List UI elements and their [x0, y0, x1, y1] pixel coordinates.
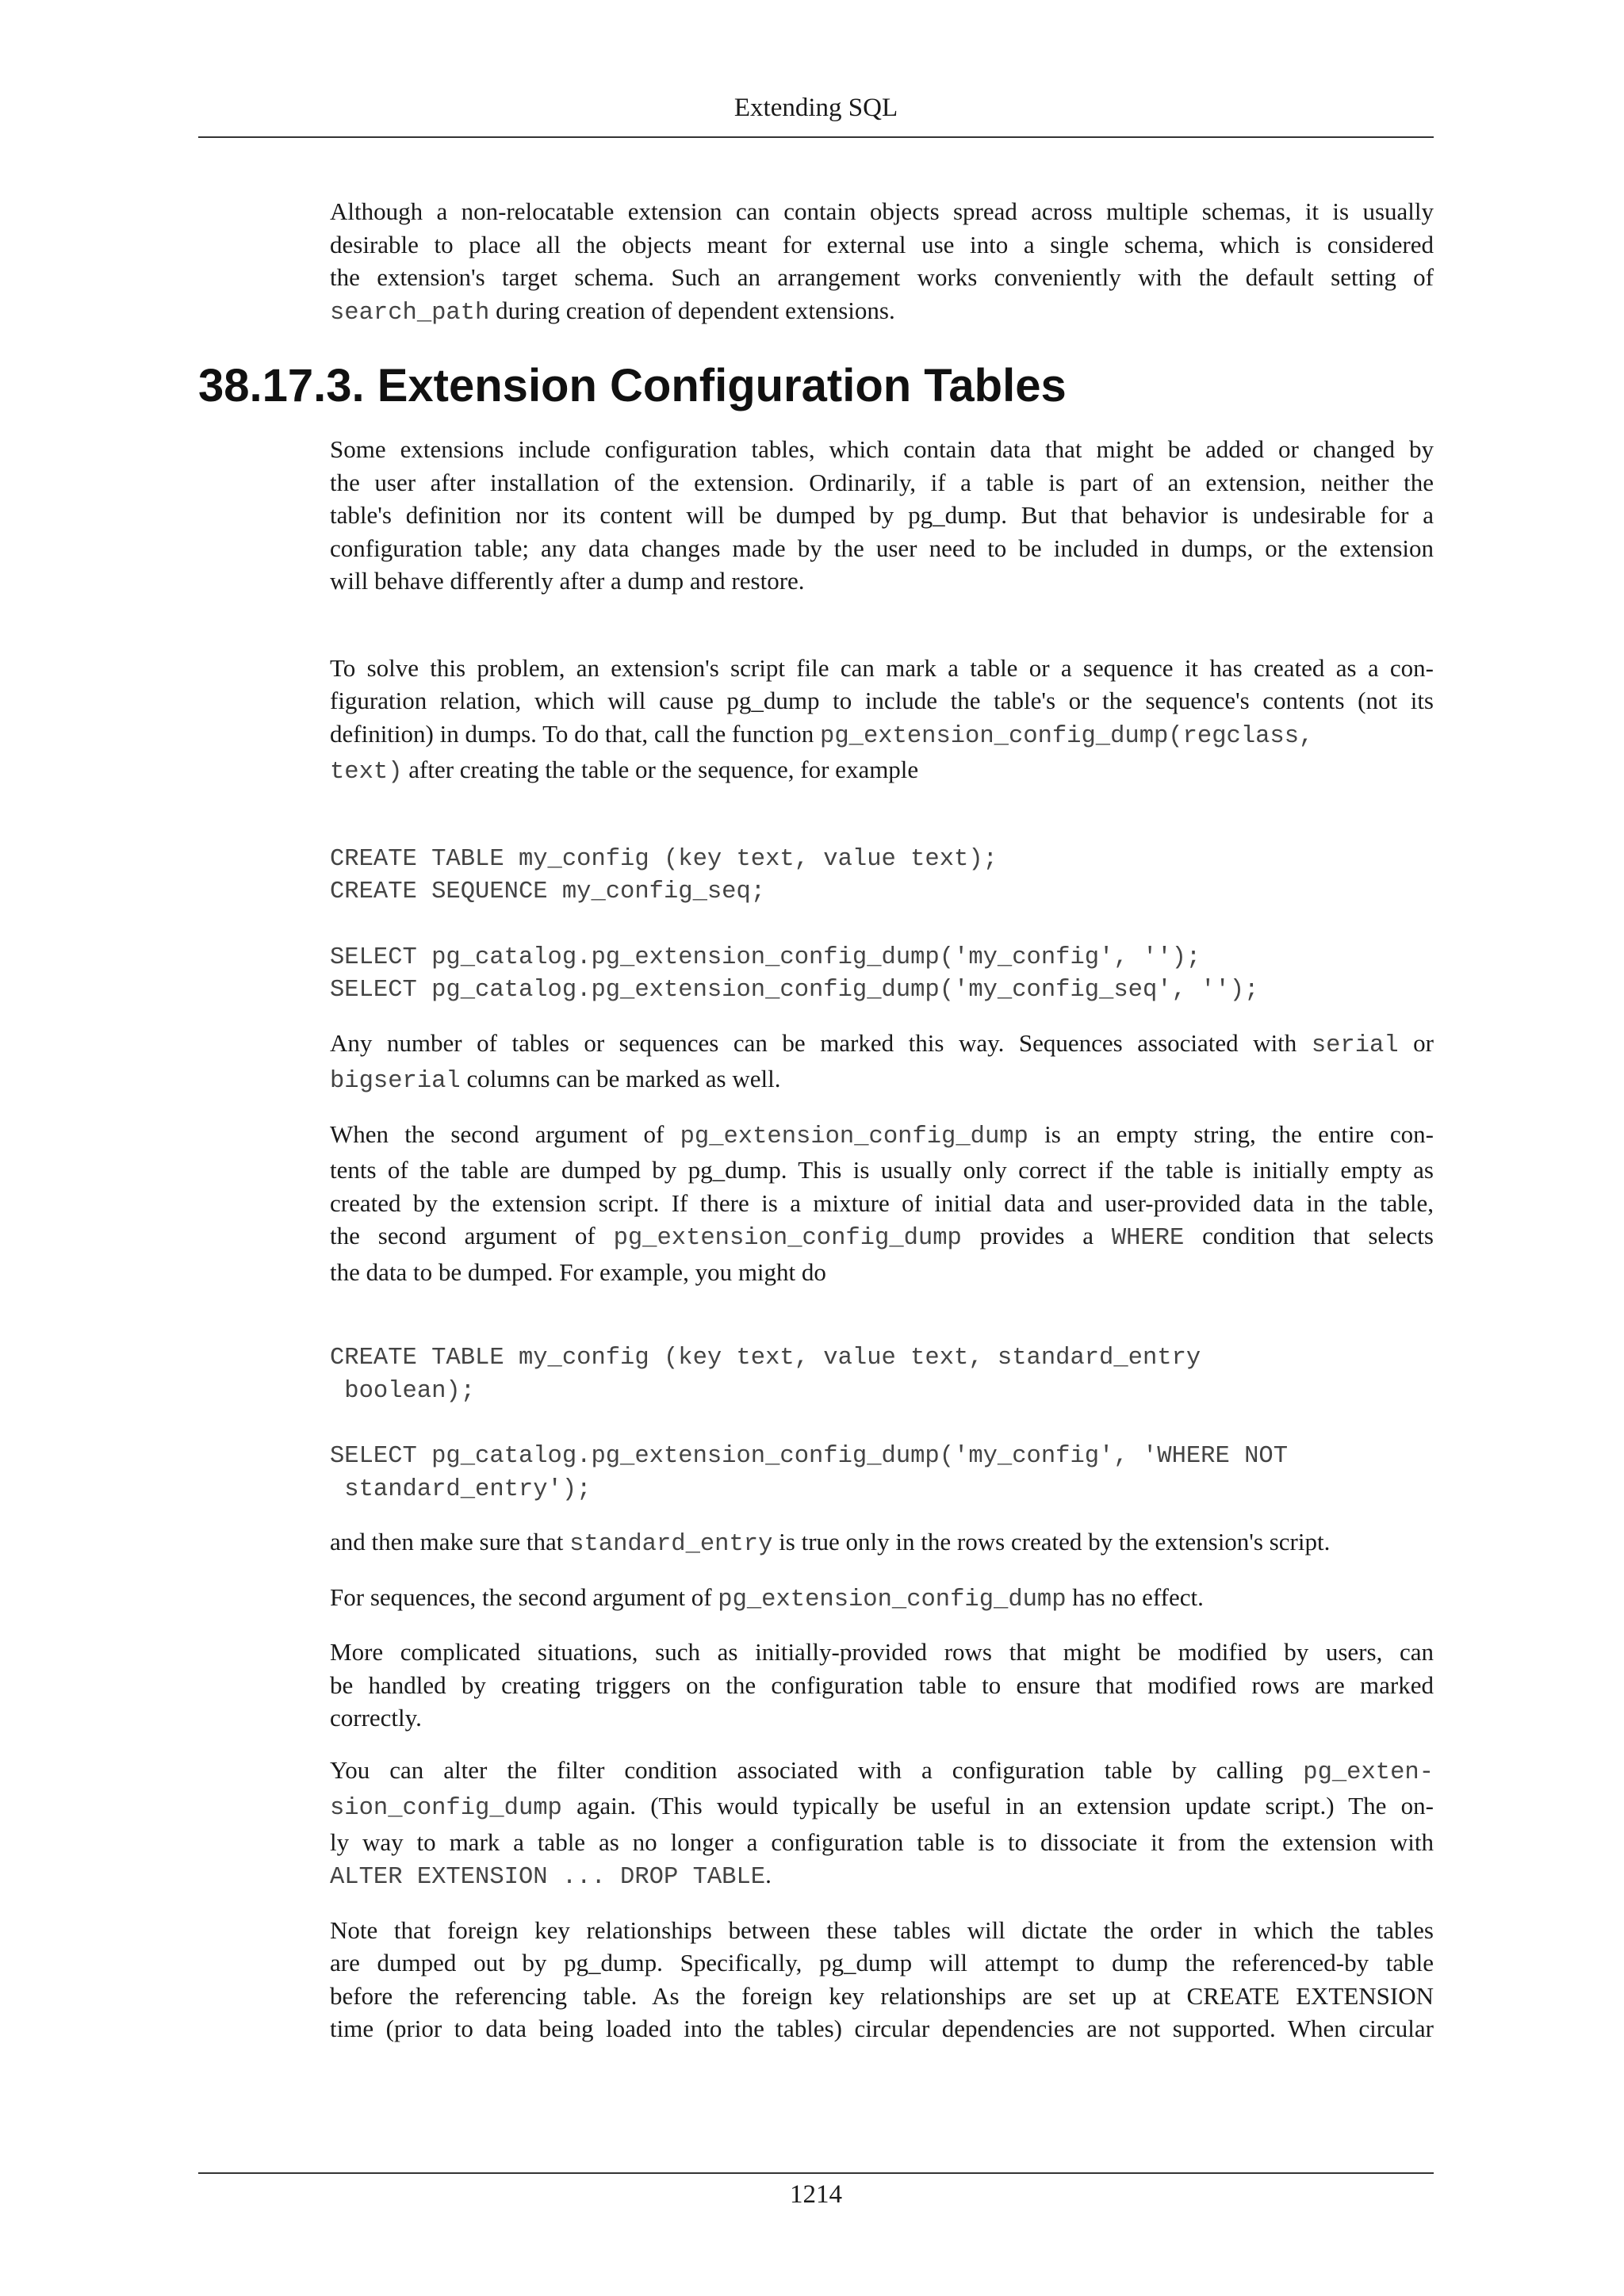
inline-code: standard_entry	[569, 1531, 773, 1558]
line: the user after installation of the extension. Ordinarily, if a table is part of an extension, neither the	[330, 468, 1434, 496]
code-line: CREATE SEQUENCE my_config_seq;	[330, 878, 766, 905]
line	[330, 718, 1434, 754]
header-rule	[198, 136, 1434, 138]
line: Note that foreign key relationships between these tables will dictate the order in which the tables	[330, 1915, 1434, 1944]
line-text: condition that selects	[1184, 1222, 1434, 1249]
line	[330, 1219, 1434, 1256]
line: tents of the table are dumped by pg_dump. This is usually only correct if the table is initially empty as	[330, 1156, 1434, 1184]
line-text: Any number of tables or sequences can be marked this way. Sequences associated with	[330, 1028, 1312, 1057]
inline-code: text)	[330, 759, 403, 786]
line	[330, 1754, 1434, 1790]
line-text: provides a	[961, 1222, 1112, 1249]
inline-code: ALTER EXTENSION ... DROP TABLE	[330, 1864, 766, 1891]
line: Some extensions include configuration tables, which contain data that might be added or changed by	[330, 435, 1434, 463]
line	[330, 1858, 1434, 1895]
line-text: after creating the table or the sequence, for example	[402, 756, 919, 783]
line-text: is an empty string, the entire con-	[1028, 1119, 1434, 1148]
line	[330, 1062, 1434, 1099]
code-line: standard_entry');	[330, 1475, 592, 1503]
line: are dumped out by pg_dump. Specifically, pg_dump will attempt to dump the referenced-by table	[330, 1949, 1434, 1976]
inline-code: search_path	[330, 299, 490, 327]
line: ly way to mark a table as no longer a configuration table is to dissociate it from the extension with	[330, 1827, 1434, 1856]
line: the data to be dumped. For example, you might do	[330, 1257, 826, 1286]
inline-code: pg_exten-	[1303, 1758, 1434, 1786]
line: table's definition nor its content will be dumped by pg_dump. But that behavior is undesirable for a	[330, 501, 1434, 529]
code-block-standard-entry	[330, 1342, 1434, 1506]
document-body	[198, 195, 1434, 2045]
line	[330, 294, 1434, 331]
line-text: again. (This would typically be useful in an extension update script.) The on-	[561, 1792, 1434, 1820]
paragraph-sequences	[330, 1581, 1434, 1617]
line	[330, 1027, 1434, 1063]
code-line: boolean);	[330, 1377, 476, 1405]
line: created by the extension script. If there is a mixture of initial data and user-provided data in the table,	[330, 1188, 1434, 1217]
line	[330, 1118, 1434, 1154]
line-text: during creation of dependent extensions.	[489, 296, 895, 324]
inline-code: sion_config_dump	[330, 1795, 562, 1822]
paragraph-number-of-tables	[330, 1027, 1434, 1099]
page-number: 1214	[790, 2180, 842, 2209]
line: time (prior to data being loaded into the tables) circular dependencies are not supported. When circular	[330, 2015, 1434, 2042]
line-text: the second argument of	[330, 1222, 614, 1249]
inline-code: pg_extension_config_dump	[613, 1225, 962, 1252]
paragraph-alter-filter	[330, 1754, 1434, 1895]
inline-code: WHERE	[1111, 1225, 1185, 1252]
page-header: Extending SQL	[733, 94, 898, 122]
line: will behave differently after a dump and restore.	[330, 567, 805, 595]
line-text: You can alter the filter condition associated with a configuration table by calling	[330, 1755, 1304, 1784]
line: figuration relation, which will cause pg_dump to include the table's or the sequence's contents (not its	[330, 687, 1434, 714]
line: before the referencing table. As the foreign key relationships are set up at CREATE EXTENSION	[330, 1981, 1434, 2010]
line-text: .	[765, 1861, 772, 1888]
line: Although a non-relocatable extension can contain objects spread across multiple schemas, it is usually	[330, 197, 1434, 225]
line: configuration table; any data changes made by the user need to be included in dumps, or the extension	[330, 534, 1434, 562]
line: desirable to place all the objects meant for external use into a single schema, which is considered	[330, 230, 1434, 258]
inline-code: pg_extension_config_dump	[718, 1586, 1067, 1613]
code-line: SELECT pg_catalog.pg_extension_config_dump('my_config', 'WHERE NOT	[330, 1443, 1288, 1470]
code-line: CREATE TABLE my_config (key text, value text);	[330, 845, 998, 873]
line-text: When the second argument of	[330, 1119, 680, 1148]
inline-code: pg_extension_config_dump	[680, 1123, 1028, 1150]
line	[330, 753, 1434, 790]
inline-code: bigserial	[330, 1068, 461, 1095]
paragraph-second-argument	[330, 1118, 1434, 1289]
line-text: columns can be marked as well.	[460, 1065, 781, 1093]
inline-code: pg_extension_config_dump(regclass,	[820, 722, 1314, 750]
code-line: SELECT pg_catalog.pg_extension_config_dump('my_config_seq', '');	[330, 977, 1259, 1004]
code-line: SELECT pg_catalog.pg_extension_config_dump('my_config', '');	[330, 943, 1201, 971]
code-line: CREATE TABLE my_config (key text, value text, standard_entry	[330, 1345, 1201, 1372]
paragraph-foreign-keys	[330, 1914, 1434, 2045]
line-text: or	[1398, 1028, 1434, 1057]
inline-code: serial	[1311, 1031, 1399, 1059]
paragraph-config-tables	[330, 433, 1434, 598]
line: More complicated situations, such as initially-provided rows that might be modified by users, can	[330, 1638, 1434, 1666]
line-text: has no effect.	[1066, 1582, 1204, 1611]
paragraph-complicated-situations	[330, 1636, 1434, 1735]
line-text: definition) in dumps. To do that, call the function	[330, 719, 821, 748]
line: correctly.	[330, 1704, 422, 1732]
paragraph-solve-problem	[330, 652, 1434, 790]
intro-paragraph	[330, 195, 1434, 330]
line: the extension's target schema. Such an arrangement works conveniently with the default setting of	[330, 263, 1434, 291]
paragraph-make-sure	[330, 1525, 1434, 1562]
line-text: For sequences, the second argument of	[330, 1582, 718, 1611]
line-text: is true only in the rows created by the extension's script.	[772, 1528, 1331, 1556]
footer-rule	[198, 2172, 1434, 2174]
code-block-create-config	[330, 844, 1434, 1008]
line: be handled by creating triggers on the configuration table to ensure that modified rows are marked	[330, 1670, 1434, 1699]
line: To solve this problem, an extension's script file can mark a table or a sequence it has created as a con-	[330, 653, 1434, 682]
line-text: and then make sure that	[330, 1528, 570, 1556]
section-title: 38.17.3. Extension Configuration Tables	[198, 360, 1067, 411]
line	[330, 1789, 1434, 1826]
